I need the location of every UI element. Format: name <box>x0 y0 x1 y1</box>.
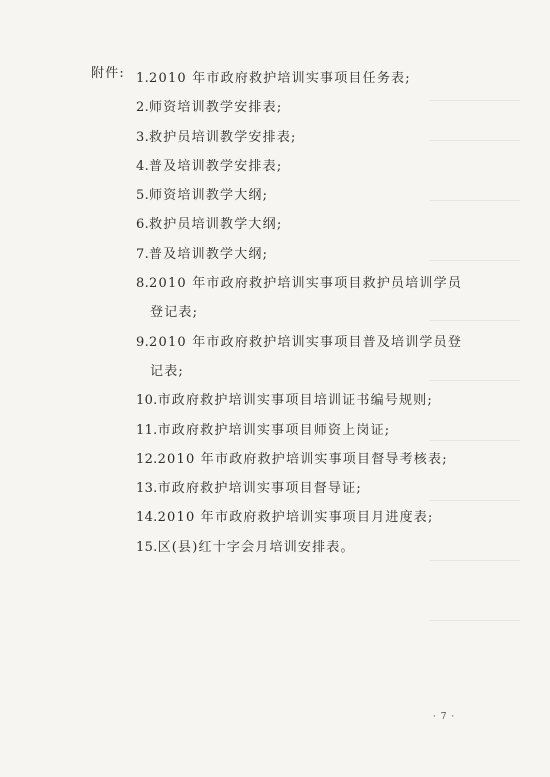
list-item: 12.2010 年市政府救护培训实事项目督导考核表; <box>136 451 448 467</box>
page-number: · 7 · <box>433 712 456 722</box>
list-item-continuation: 记表; <box>150 363 184 379</box>
attachment-label: 附件: <box>91 66 125 81</box>
list-item: 7.普及培训教学大纲; <box>136 246 269 262</box>
list-item-continuation: 登记表; <box>150 305 199 321</box>
list-item: 10.市政府救护培训实事项目培训证书编号规则; <box>136 393 433 409</box>
list-item: 11.市政府救护培训实事项目师资上岗证; <box>136 422 391 438</box>
list-item: 5.师资培训教学大纲; <box>136 188 269 204</box>
list-item: 1.2010 年市政府救护培训实事项目任务表; <box>136 71 411 86</box>
list-item: 3.救护员培训教学安排表; <box>136 129 297 145</box>
list-item: 14.2010 年市政府救护培训实事项目月进度表; <box>136 510 434 526</box>
list-item: 13.市政府救护培训实事项目督导证; <box>136 481 362 497</box>
list-item: 2.师资培训教学安排表; <box>136 100 283 116</box>
attachment-list <box>136 64 466 562</box>
list-item: 15.区(县)红十字会月培训安排表。 <box>136 539 355 555</box>
list-item: 6.救护员培训教学大纲; <box>136 217 283 233</box>
list-item: 8.2010 年市政府救护培训实事项目救护员培训学员 <box>136 276 463 292</box>
list-item: 9.2010 年市政府救护培训实事项目普及培训学员登 <box>136 334 463 350</box>
list-item: 4.普及培训教学安排表; <box>136 158 283 174</box>
